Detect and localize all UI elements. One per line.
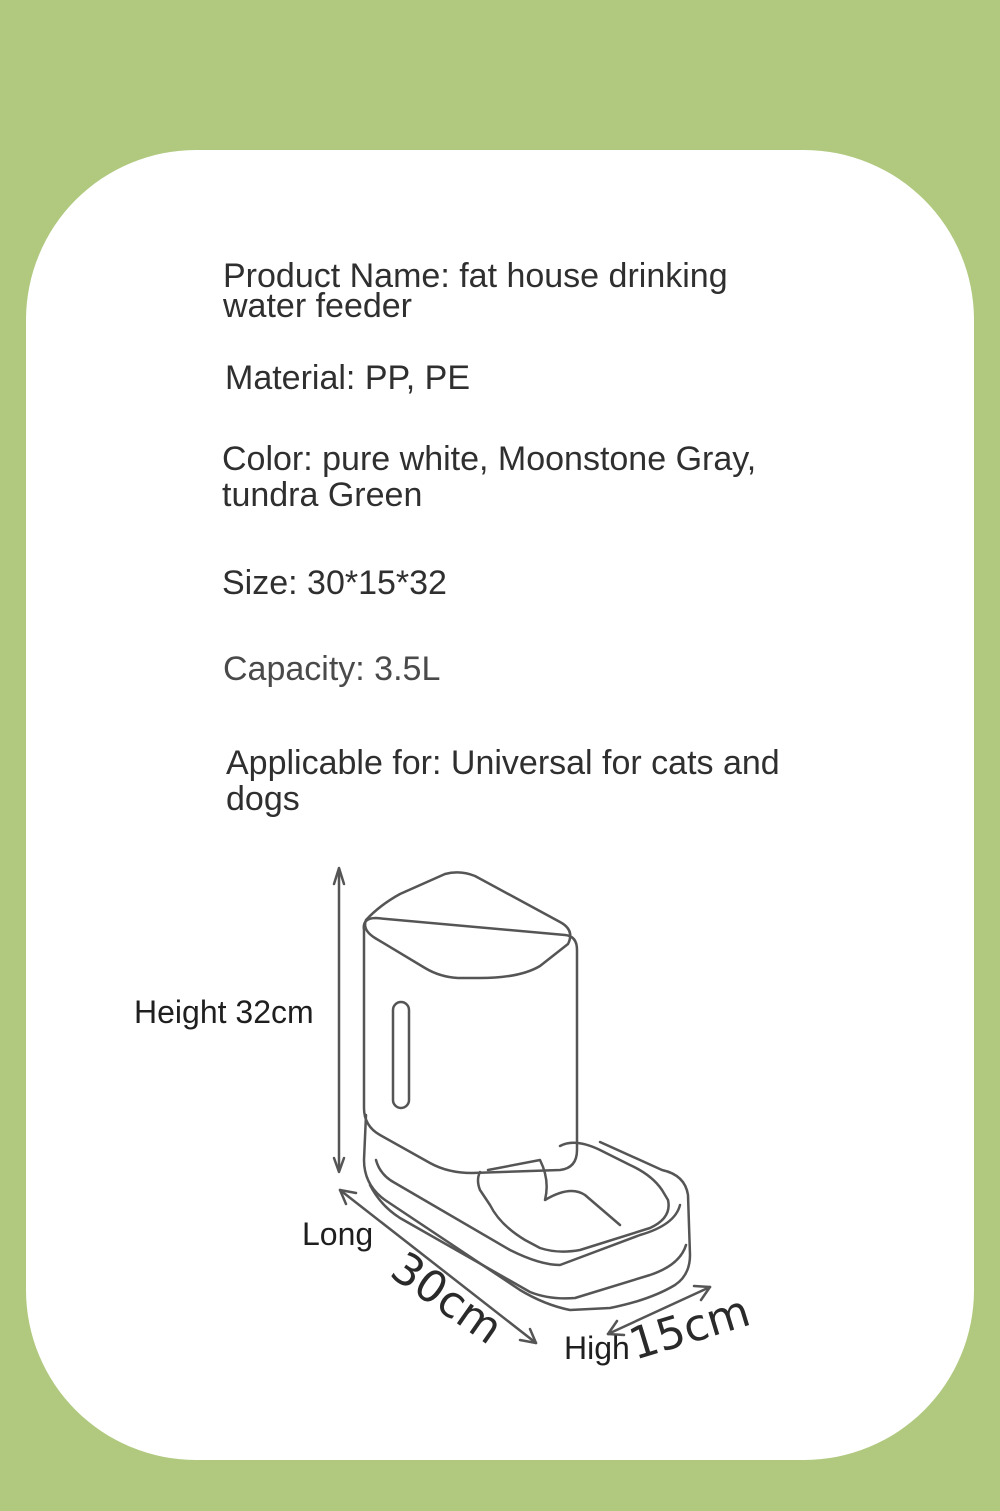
tank-body <box>364 918 577 1173</box>
color-line-2: tundra Green <box>222 476 423 514</box>
size-spec: Size: 30*15*32 <box>222 564 447 602</box>
capacity-spec: Capacity: 3.5L <box>223 650 441 688</box>
material-spec: Material: PP, PE <box>225 359 471 397</box>
high-value: 15cm <box>623 1285 756 1371</box>
level-window <box>393 1002 409 1108</box>
height-label: Height 32cm <box>134 994 314 1030</box>
long-label: Long <box>302 1216 374 1252</box>
applicable-line-2: dogs <box>226 780 300 818</box>
applicable-line-1: Applicable for: Universal for cats and <box>226 744 780 782</box>
long-value: 30cm <box>381 1242 512 1355</box>
height-arrow <box>334 868 344 1172</box>
product-name-line-2: water feeder <box>223 287 412 325</box>
product-name-line-1: Product Name: fat house drinking <box>223 257 728 295</box>
high-label: High <box>564 1330 630 1366</box>
color-line-1: Color: pure white, Moonstone Gray, <box>222 440 757 478</box>
